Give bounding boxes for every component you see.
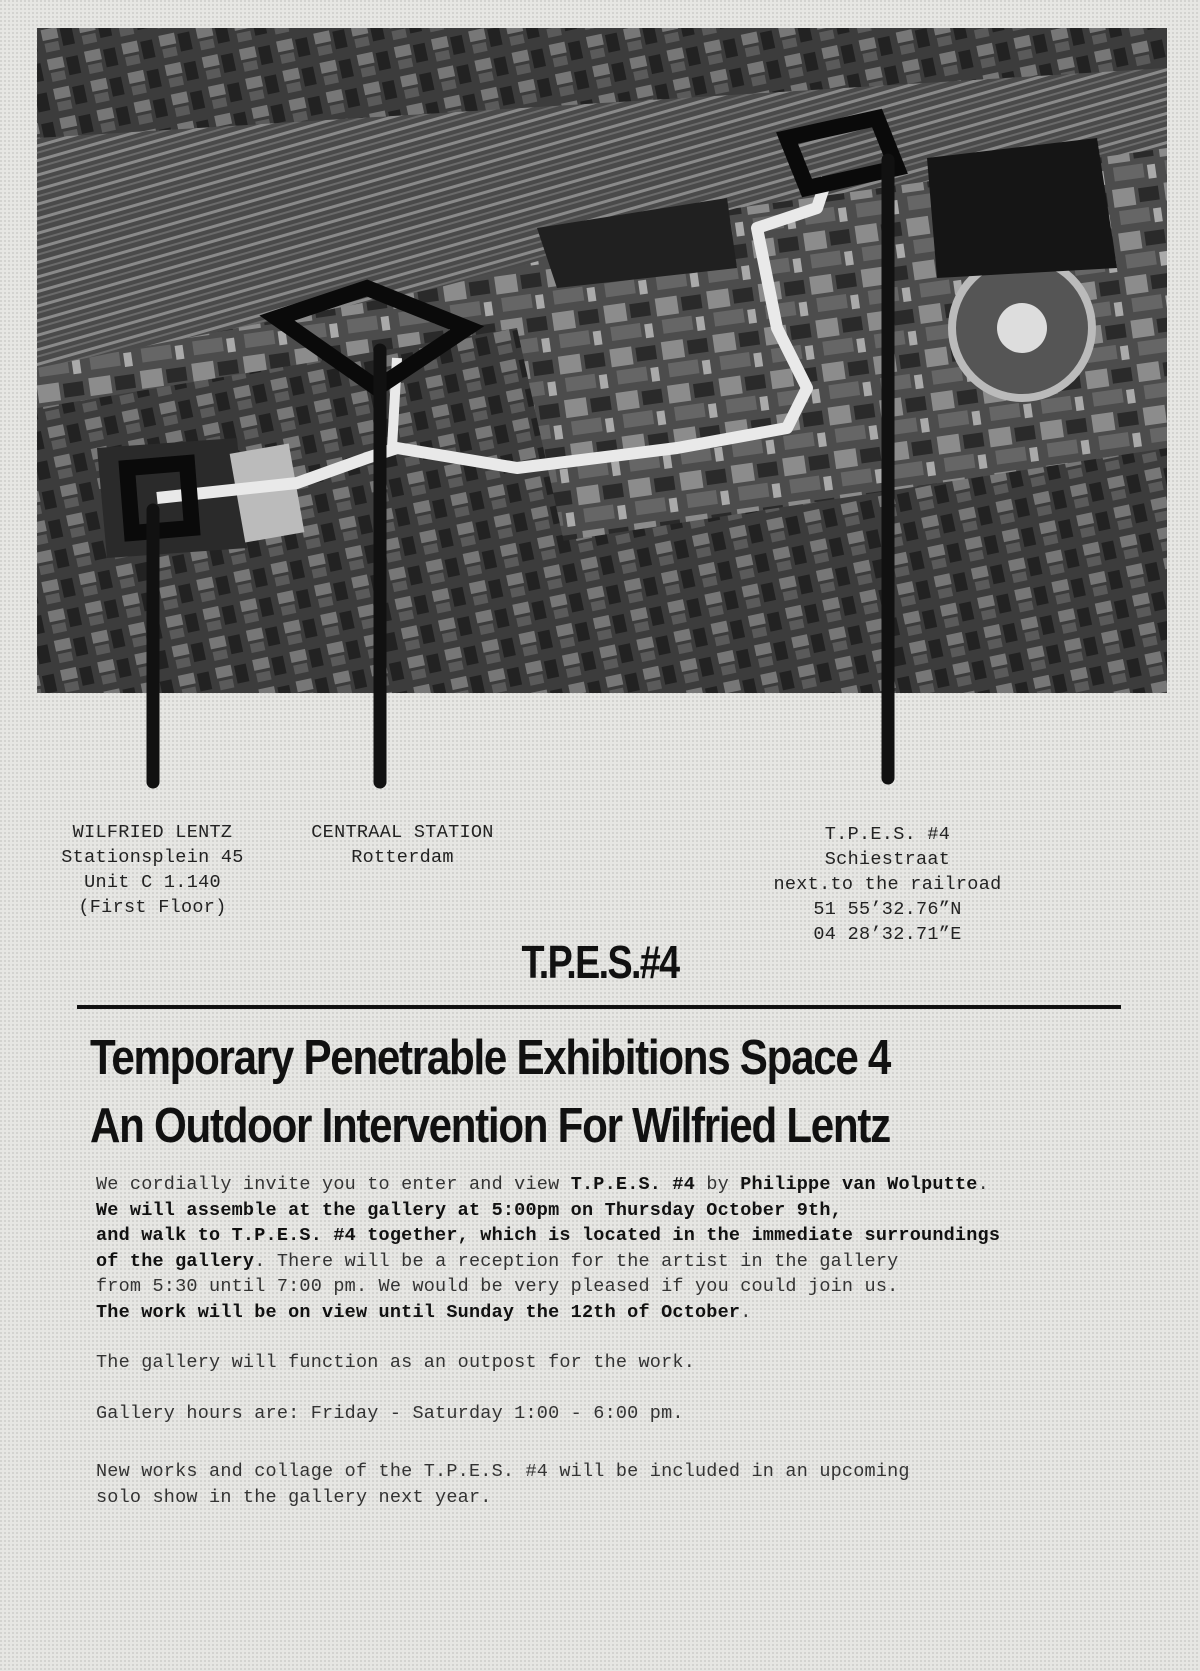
site-name: T.P.E.S. #4 (824, 824, 951, 845)
invite-text: We cordially invite you to enter and view (96, 1174, 571, 1195)
upcoming-text-line-1: New works and collage of the T.P.E.S. #4 will be included in an upcoming (96, 1461, 910, 1482)
assembly-time-text: We will assemble at the gallery at 5:00pm on Thursday October 9th, (96, 1199, 842, 1221)
gallery-location-label (40, 820, 265, 920)
gallery-hours-text: Gallery hours are: Friday - Saturday 1:00 - 6:00 pm. (96, 1403, 684, 1424)
aerial-photo-icon (37, 28, 1167, 693)
invite-work-title: T.P.E.S. #4 (570, 1174, 696, 1195)
outpost-note (96, 1350, 1186, 1376)
gallery-floor: (First Floor) (78, 897, 227, 918)
reception-time-text: from 5:30 until 7:00 pm. We would be very pleased if you could join us. (96, 1276, 899, 1297)
divider (77, 1005, 1121, 1009)
gallery-hours (96, 1401, 1186, 1427)
station-location-label (290, 820, 515, 870)
walk-text: and walk to T.P.E.S. #4 together, which is located in the immediate surroundings (96, 1225, 1001, 1246)
artist-name: Philippe van Wolputte (740, 1174, 978, 1195)
gallery-address: Stationsplein 45 (61, 847, 244, 868)
invite-text: . (740, 1301, 752, 1323)
on-view-until-text: The work will be on view until Sunday the 12th of October (96, 1301, 741, 1323)
site-note: next.to the railroad (773, 874, 1002, 895)
gallery-unit: Unit C 1.140 (84, 872, 221, 893)
invite-text: . (977, 1174, 989, 1195)
gallery-name: WILFRIED LENTZ (72, 822, 233, 843)
station-city: Rotterdam (351, 847, 454, 868)
invitation-paragraph (96, 1172, 1186, 1325)
page-title: T.P.E.S.#4 (521, 936, 679, 988)
aerial-map-photo (37, 28, 1167, 693)
reception-text: . There will be a reception for the artist in the gallery (254, 1250, 899, 1272)
upcoming-text-line-2: solo show in the gallery next year. (96, 1486, 492, 1508)
outpost-text: The gallery will function as an outpost for the work. (96, 1352, 695, 1373)
station-name: CENTRAAL STATION (311, 822, 494, 843)
headline-line-1: Temporary Penetrable Exhibitions Space 4 (90, 1031, 891, 1085)
walk-text-end: of the gallery (96, 1250, 255, 1272)
site-longitude: 04 28’32.71”E (813, 924, 962, 945)
site-location-label (740, 822, 1035, 947)
site-street: Schiestraat (824, 849, 951, 870)
upcoming-show-note (96, 1459, 1186, 1510)
site-latitude: 51 55’32.76”N (813, 899, 962, 920)
headline-line-2: An Outdoor Intervention For Wilfried Lentz (90, 1099, 890, 1153)
invite-text: by (695, 1174, 741, 1195)
